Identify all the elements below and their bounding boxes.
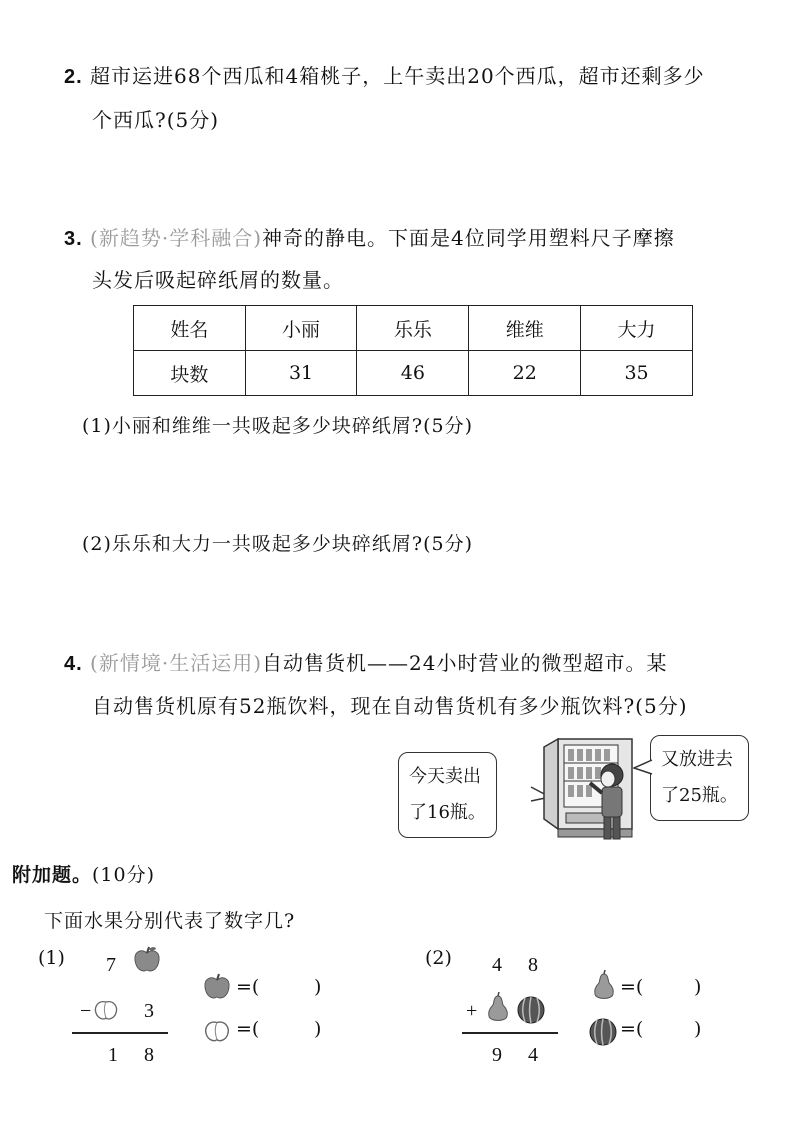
- bubble-right-line2: 了25瓶。: [661, 785, 738, 806]
- apple-icon: [202, 972, 232, 1002]
- p2-answer-close-1: ): [694, 976, 702, 998]
- question-4-line2: 自动售货机原有52瓶饮料，现在自动售货机有多少瓶饮料?(5分): [92, 694, 688, 718]
- table-row-label: 块数: [134, 351, 246, 396]
- question-3-tag: (新趋势·学科融合): [90, 226, 263, 250]
- table-header-cell: 乐乐: [357, 306, 469, 351]
- p1-answer-close-2: ): [314, 1018, 322, 1040]
- question-3-line1: 神奇的静电。下面是4位同学用塑料尺子摩擦: [262, 226, 675, 250]
- p1-minus: −: [80, 1000, 92, 1022]
- question-2-line2: 个西瓜?(5分): [92, 108, 220, 132]
- sub-question-1: (1)小丽和维维一共吸起多少块碎纸屑?(5分): [82, 415, 474, 437]
- question-4: [64, 647, 667, 676]
- p1-result-tens: 1: [108, 1044, 118, 1066]
- question-2: [64, 60, 705, 89]
- question-2-line1: 超市运进68个西瓜和4箱桃子，上午卖出20个西瓜，超市还剩多少: [90, 64, 705, 88]
- table-header-cell: 大力: [581, 306, 693, 351]
- p2-result-ones: 4: [528, 1044, 538, 1066]
- p1-answer-open-2: =(: [236, 1018, 260, 1040]
- bonus-title: [12, 860, 155, 887]
- p2-result-tens: 9: [492, 1044, 502, 1066]
- p1-result-ones: 8: [144, 1044, 154, 1066]
- data-table: [133, 305, 693, 396]
- bubble-left-line2: 了16瓶。: [409, 802, 486, 823]
- question-4-line1: 自动售货机——24小时营业的微型超市。某: [262, 651, 668, 675]
- p2-top-tens: 4: [492, 954, 502, 976]
- bonus-prompt: 下面水果分别代表了数字几?: [44, 910, 296, 932]
- speech-bubble-right: [650, 735, 749, 821]
- p1-top-digit: 7: [106, 954, 116, 976]
- watermelon-icon: [516, 994, 546, 1024]
- watermelon-icon: [588, 1016, 618, 1046]
- p2-rule: [462, 1032, 558, 1034]
- problem-2-label: (2): [425, 947, 452, 969]
- problem-1-label: (1): [38, 947, 65, 969]
- question-3-number: 3.: [64, 228, 83, 250]
- table-cell: 46: [357, 351, 469, 396]
- p1-rule: [72, 1032, 168, 1034]
- bonus-title-text: 附加题。: [12, 864, 93, 886]
- p2-plus: +: [466, 1000, 478, 1022]
- speech-bubble-left: [398, 752, 497, 838]
- question-2-number: 2.: [64, 66, 83, 88]
- p2-answer-close-2: ): [694, 1018, 702, 1040]
- vending-machine-illustration: [540, 735, 650, 845]
- p1-mid-digit: 3: [144, 1000, 154, 1022]
- p2-answer-open-2: =(: [620, 1018, 644, 1040]
- table-cell: 35: [581, 351, 693, 396]
- p1-answer-open-1: =(: [236, 976, 260, 998]
- pear-icon: [592, 970, 616, 1002]
- question-4-tag: (新情境·生活运用): [90, 651, 263, 675]
- table-header-row: [134, 306, 693, 351]
- apple-icon: [132, 945, 162, 975]
- sub-question-2: (2)乐乐和大力一共吸起多少块碎纸屑?(5分): [82, 533, 474, 555]
- pear-icon: [486, 992, 510, 1024]
- table-header-cell: 小丽: [245, 306, 357, 351]
- bubble-left-line1: 今天卖出: [409, 766, 481, 787]
- p2-top-ones: 8: [528, 954, 538, 976]
- peach-icon: [202, 1016, 232, 1044]
- question-4-number: 4.: [64, 653, 83, 675]
- peach-icon: [92, 996, 120, 1022]
- table-row: [134, 351, 693, 396]
- bubble-right-tail: [633, 758, 653, 778]
- question-3: [64, 222, 675, 251]
- table-header-cell: 维维: [469, 306, 581, 351]
- question-3-line2: 头发后吸起碎纸屑的数量。: [92, 268, 344, 292]
- table-cell: 22: [469, 351, 581, 396]
- table-cell: 31: [245, 351, 357, 396]
- bonus-points: (10分): [92, 864, 156, 886]
- table-header-cell: 姓名: [134, 306, 246, 351]
- bubble-right-line1: 又放进去: [661, 749, 733, 770]
- p1-answer-close-1: ): [314, 976, 322, 998]
- p2-answer-open-1: =(: [620, 976, 644, 998]
